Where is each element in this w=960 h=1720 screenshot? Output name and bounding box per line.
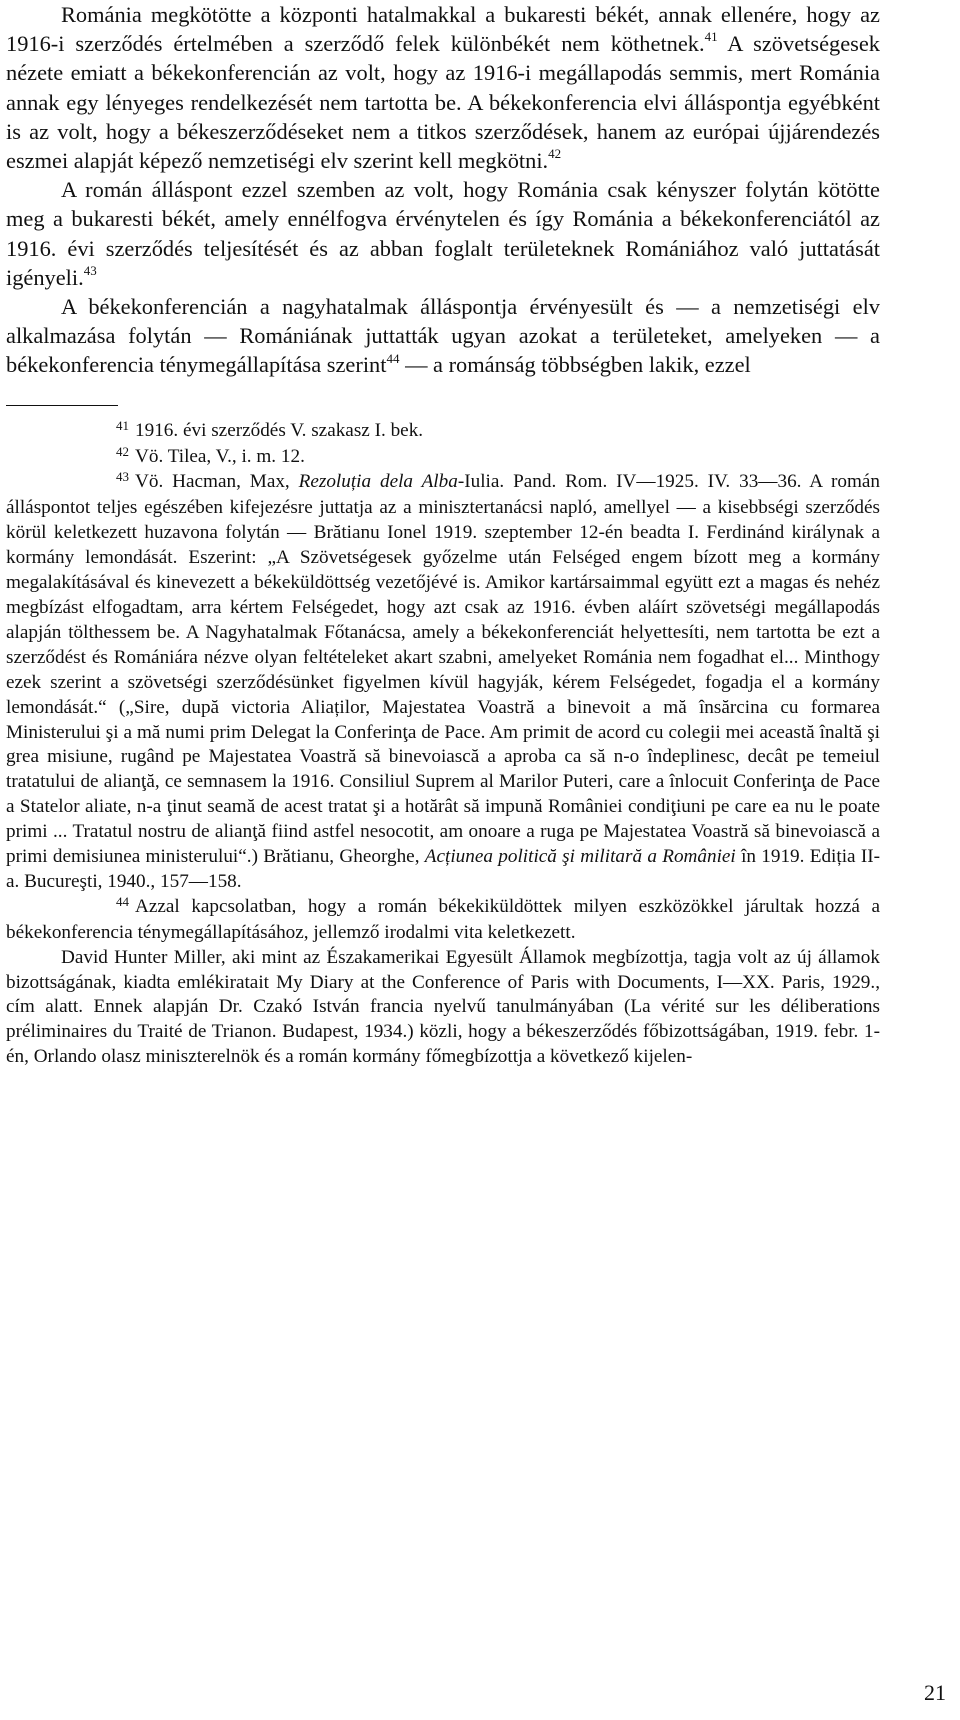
- text-run: A román álláspont ezzel szemben az volt, hogy Románia csak kényszer folytán kötötte meg a bukaresti békét, amely ennélfogva érvénytelen és így Románia a békekonferenciától az 1916. évi szerződés teljesítését és az abban foglalt területeknek Romániához való juttatását igényeli.: [6, 177, 880, 290]
- text-run: Románia megkötötte a központi hatalmakkal a bukaresti békét, annak ellenére, hogy az 1916-i szerződés értelmében a szerződő felek különbékét nem köthetnek.: [6, 2, 880, 57]
- paragraph: [6, 175, 880, 292]
- text-run: A békekonferencián a nagyhatalmak álláspontja érvényesült és — a nemzetiségi elv alkalmazása folytán — Romániának juttatták ugyan azokat a területeket, amelyeken — a békekonferencia ténymegállapítása szerint: [6, 294, 880, 378]
- main-text: [6, 0, 880, 380]
- footnote-number: 43: [116, 469, 129, 485]
- footnote-number: 42: [116, 443, 129, 459]
- footnote: [6, 445, 880, 471]
- footnote: [6, 470, 880, 894]
- text-run: în 1919. Ediția II-a. Bucureşti, 1940., 157—158.: [6, 846, 880, 892]
- text-run: David Hunter Miller, aki mint az Északamerikai Egyesült Államok megbízottja, tagja volt az új államok bizottságának, kiadta emlékiratait My Diary at the Conference of Paris with Documents, I—XX. Paris, 1929., cím alatt. Ennek alapján Dr. Czakó István francia nyelvű tanulmányában (La vérité sur les déliberations préliminaires du Traité de Trianon. Budapest, 1934.) közli, hogy a békeszerződés főbizottságában, 1919. febr. 1-én, Orlando olasz miniszterelnök és a román kormány főmegbízottja a következő kijelen-: [6, 946, 880, 1068]
- text-run: Vö. Tilea, V., i. m. 12.: [135, 445, 305, 467]
- footnote-reference: 42: [548, 146, 562, 162]
- footnote: [6, 895, 880, 946]
- footnote-number: 41: [116, 417, 129, 433]
- italic-title: Acțiunea politică şi militară a României: [424, 846, 736, 868]
- text-run: A szövetségesek nézete emiatt a békekonferencián az volt, hogy az 1916-i megállapodás semmis, mert Románia annak egy lényeges rendelkezését nem tartotta be. A békekonferencia elvi álláspontja egyébként is az volt, hogy a békeszerződéseket nem a titkos szerződések, hanem az európai újjárendezés eszmei alapját képező nemzetiségi elv szerint kell megkötni.: [6, 31, 880, 174]
- italic-title: Rezoluția dela Alba: [298, 471, 458, 493]
- footnote-separator: [6, 405, 118, 406]
- text-run: Vö. Hacman, Max,: [135, 471, 299, 493]
- footnote-reference: 44: [386, 350, 400, 366]
- paragraph: [6, 292, 880, 380]
- text-run: — a románság többségben lakik, ezzel: [399, 352, 751, 378]
- text-run: 1916. évi szerződés V. szakasz I. bek.: [135, 419, 424, 441]
- footnote-reference: 43: [83, 263, 97, 279]
- footnote-number: 44: [116, 893, 129, 909]
- paragraph: [6, 0, 880, 175]
- text-run: -Iulia. Pand. Rom. IV—1925. IV. 33—36. A román álláspontot teljes egészében kifejezésre juttatja az a minisztertanácsi napló, amellyel — a kisebbségi szerződés körül keletkezett huzavona folytán — Brătianu Ionel 1919. szeptember 12-én beadta I. Ferdinánd királynak a kormány lemondását. Eszerint: „A Szövetségesek győzelme után Felséged engem bízott meg a kormány megalakításával és kinevezett a békeküldöttség vezetőjévé is. Amikor kartársaimmal együtt ezt a magas és nehéz megbízást elfogadtam, arra kértem Felségedet, hogy azt csak az 1916. évben aláírt szövetségi megállapodás alapján tölthessem be. A Nagyhatalmak Főtanácsa, amely a békekonferenciát helyettesíti, nem tartotta be ezt a szerződést és Romániára nézve olyan feltételeket akart szabni, amelyeket Románia nem fogadhat el... Minthogy ezek szerint a szövetségi szerződésünket figyelmen kívül hagyják, kérem Felségedet, fogadja el a kormány lemondását.“ („Sire, după victoria Aliaților, Majestatea Voastră a binevoit a mă însărcina cu formarea Ministerului şi a mă numi prim Delegat la Conferinţa de Pace. Am primit de acord cu colegii mei această înaltă şi grea misiune, rugând pe Majestatea Voastră să binevoiască a aproba ca să n-o îndeplinesc, decât pe temeiul tratatului de alianţă, ce semnasem la 1916. Consiliul Suprem al Marilor Puteri, care a înlocuit Conferinţa de Pace a Statelor aliate, n-a ţinut seamă de acest tratat şi a hotărât să impună României condiţiuni pe care ea nu le poate primi ... Tratatul nostru de alianţă fiind astfel nesocotit, am onoare a ruga pe Majestatea Voastră să binevoiască a primi demisiunea ministerului“.) Brătianu, Gheorghe,: [6, 471, 881, 868]
- footnote-reference: 41: [704, 29, 718, 45]
- page-number: 21: [924, 1680, 946, 1705]
- footnote: [6, 946, 880, 1071]
- footnote: [6, 419, 880, 445]
- document-page: [6, 0, 880, 1070]
- footnotes: [6, 419, 880, 1071]
- text-run: Azzal kapcsolatban, hogy a román békekiküldöttek milyen eszközökkel járultak hozzá a békekonferencia ténymegállapításához, jellemző irodalmi vita keletkezett.: [6, 895, 880, 943]
